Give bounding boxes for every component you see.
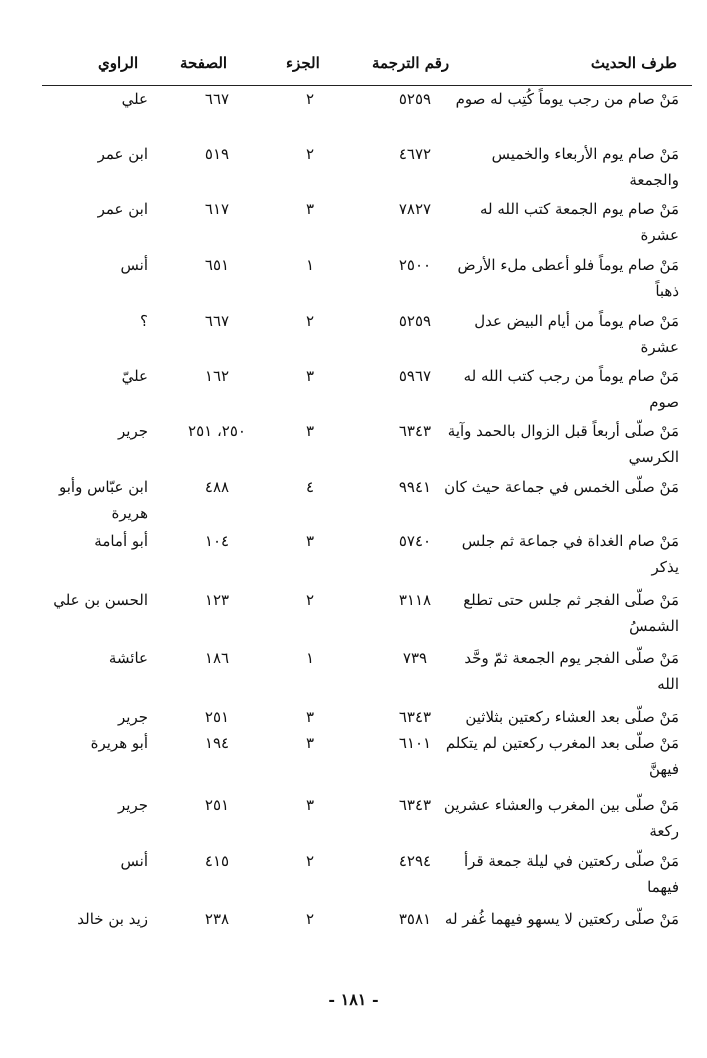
hadith-cell: مَنْ صام يوم الجمعة كتب الله له عشرة: [480, 200, 679, 244]
hadith-cell: مَنْ صام يوم الأربعاء والخميس والجمعة: [491, 145, 679, 189]
rawi-cell: جرير: [118, 708, 148, 726]
rawi-cell: جرير: [118, 422, 148, 440]
tarjama-cell: ٦٣٤٣: [398, 422, 432, 440]
juz-cell: ٣: [305, 708, 315, 726]
column-header-page: الصفحة: [180, 54, 228, 72]
tarjama-cell: ٥٢٥٩: [398, 312, 432, 330]
table-row: [0, 528, 707, 584]
hadith-cell: مَنْ صام يوماً فلو أعطى ملء الأرض ذهباً: [457, 256, 679, 300]
table-row: [0, 730, 707, 786]
page-cell: ١٢٣: [204, 591, 230, 609]
table-row: [0, 645, 707, 701]
tarjama-cell: ٣١١٨: [398, 591, 432, 609]
hadith-cell: مَنْ صلّى أربعاً قبل الزوال بالحمد وآية الكرسي: [447, 422, 679, 466]
page-cell: ٢٣٨: [204, 910, 230, 928]
hadith-cell: مَنْ صلّى الفجر يوم الجمعة ثمّ وحَّد الله: [464, 649, 679, 693]
hadith-cell: مَنْ صام يوماً من رجب كتب الله له صوم: [463, 367, 679, 411]
page-cell: ٢٥١: [204, 708, 230, 726]
hadith-cell: مَنْ صام الغداة في جماعة ثم جلس يذكر: [461, 532, 679, 576]
hadith-cell: مَنْ صلّى بعد العشاء ركعتين بثلاثين: [465, 708, 679, 726]
rawi-cell: أنس: [120, 852, 148, 870]
page-number: - ١٨١ -: [328, 990, 379, 1009]
page-cell: ١٨٦: [204, 649, 230, 667]
tarjama-cell: ٦١٠١: [398, 734, 432, 752]
tarjama-cell: ٢٥٠٠: [398, 256, 432, 274]
hadith-cell: مَنْ صام من رجب يوماً كُتِب له صوم: [455, 90, 679, 108]
juz-cell: ٢: [305, 90, 315, 108]
hadith-cell: مَنْ صلّى الخمس في جماعة حيث كان: [444, 478, 679, 496]
rawi-cell: ابن عمر: [97, 145, 148, 163]
juz-cell: ٢: [305, 852, 315, 870]
hadith-cell: مَنْ صلّى بعد المغرب ركعتين لم يتكلم فيهنَّ: [445, 734, 679, 778]
page-cell: ١٦٢: [204, 367, 230, 385]
table-row: [0, 906, 707, 962]
juz-cell: ٣: [305, 734, 315, 752]
table-row: [0, 141, 707, 197]
page-cell: ٤٨٨: [204, 478, 230, 496]
rawi-cell: عائشة: [108, 649, 148, 667]
hadith-cell: مَنْ صام يوماً من أيام البيض عدل عشرة: [474, 312, 679, 356]
tarjama-cell: ٤٦٧٢: [398, 145, 432, 163]
juz-cell: ٤: [305, 478, 315, 496]
rawi-cell: أبو هريرة: [90, 734, 148, 752]
tarjama-cell: ٦٣٤٣: [398, 796, 432, 814]
page-cell: ٤١٥: [204, 852, 230, 870]
page-cell: ٦٥١: [204, 256, 230, 274]
table-row: [0, 86, 707, 142]
hadith-cell: مَنْ صلّى بين المغرب والعشاء عشرين ركعة: [443, 796, 679, 840]
hadith-cell: مَنْ صلّى الفجر ثم جلس حتى تطلع الشمسُ: [463, 591, 679, 635]
juz-cell: ٣: [305, 200, 315, 218]
juz-cell: ١: [305, 649, 315, 667]
tarjama-cell: ٣٥٨١: [398, 910, 432, 928]
column-header-tarjama: رقم الترجمة: [372, 54, 450, 72]
juz-cell: ٢: [305, 591, 315, 609]
page-cell: ٦٦٧: [204, 312, 230, 330]
table-row: [0, 474, 707, 530]
rawi-cell: زيد بن خالد: [77, 910, 148, 928]
page-cell: ١٠٤: [204, 532, 230, 550]
rawi-cell: ؟: [140, 312, 148, 330]
tarjama-cell: ٧٣٩: [402, 649, 428, 667]
juz-cell: ٢: [305, 312, 315, 330]
tarjama-cell: ٤٢٩٤: [398, 852, 432, 870]
page-cell: ٦٦٧: [204, 90, 230, 108]
rawi-cell: أبو أمامة: [94, 532, 148, 550]
tarjama-cell: ٥٩٦٧: [398, 367, 432, 385]
table-row: [0, 196, 707, 252]
juz-cell: ٣: [305, 367, 315, 385]
juz-cell: ١: [305, 256, 315, 274]
table-row: [0, 792, 707, 848]
column-header-hadith: طرف الحديث: [590, 54, 677, 72]
rawi-cell: الحسن بن علي: [53, 591, 148, 609]
page-cell: ٦١٧: [204, 200, 230, 218]
juz-cell: ٣: [305, 796, 315, 814]
tarjama-cell: ٥٢٥٩: [398, 90, 432, 108]
table-row: [0, 587, 707, 643]
tarjama-cell: ٧٨٢٧: [398, 200, 432, 218]
rawi-cell: علي: [121, 90, 148, 108]
page-cell: ١٩٤: [204, 734, 230, 752]
juz-cell: ٣: [305, 532, 315, 550]
page-cell: ٢٥١: [204, 796, 230, 814]
table-row: [0, 363, 707, 419]
tarjama-cell: ٩٩٤١: [398, 478, 432, 496]
rawi-cell: جرير: [118, 796, 148, 814]
rawi-cell: ابن عبّاس وأبو هريرة: [59, 478, 148, 522]
table-row: [0, 308, 707, 364]
page-cell: ٢٥٠، ٢٥١: [188, 422, 246, 440]
table-row: [0, 418, 707, 474]
tarjama-cell: ٦٣٤٣: [398, 708, 432, 726]
hadith-cell: مَنْ صلّى ركعتين لا يسهو فيهما غُفر له: [444, 910, 679, 928]
juz-cell: ٢: [305, 910, 315, 928]
table-row: [0, 252, 707, 308]
column-header-juz: الجزء: [286, 54, 320, 72]
page-cell: ٥١٩: [204, 145, 230, 163]
table-row: [0, 848, 707, 904]
juz-cell: ٢: [305, 145, 315, 163]
tarjama-cell: ٥٧٤٠: [398, 532, 432, 550]
hadith-cell: مَنْ صلّى ركعتين في ليلة جمعة قرأ فيهما: [464, 852, 679, 896]
column-header-rawi: الراوي: [98, 54, 139, 72]
juz-cell: ٣: [305, 422, 315, 440]
rawi-cell: أنس: [120, 256, 148, 274]
rawi-cell: عليّ: [121, 367, 148, 385]
rawi-cell: ابن عمر: [97, 200, 148, 218]
